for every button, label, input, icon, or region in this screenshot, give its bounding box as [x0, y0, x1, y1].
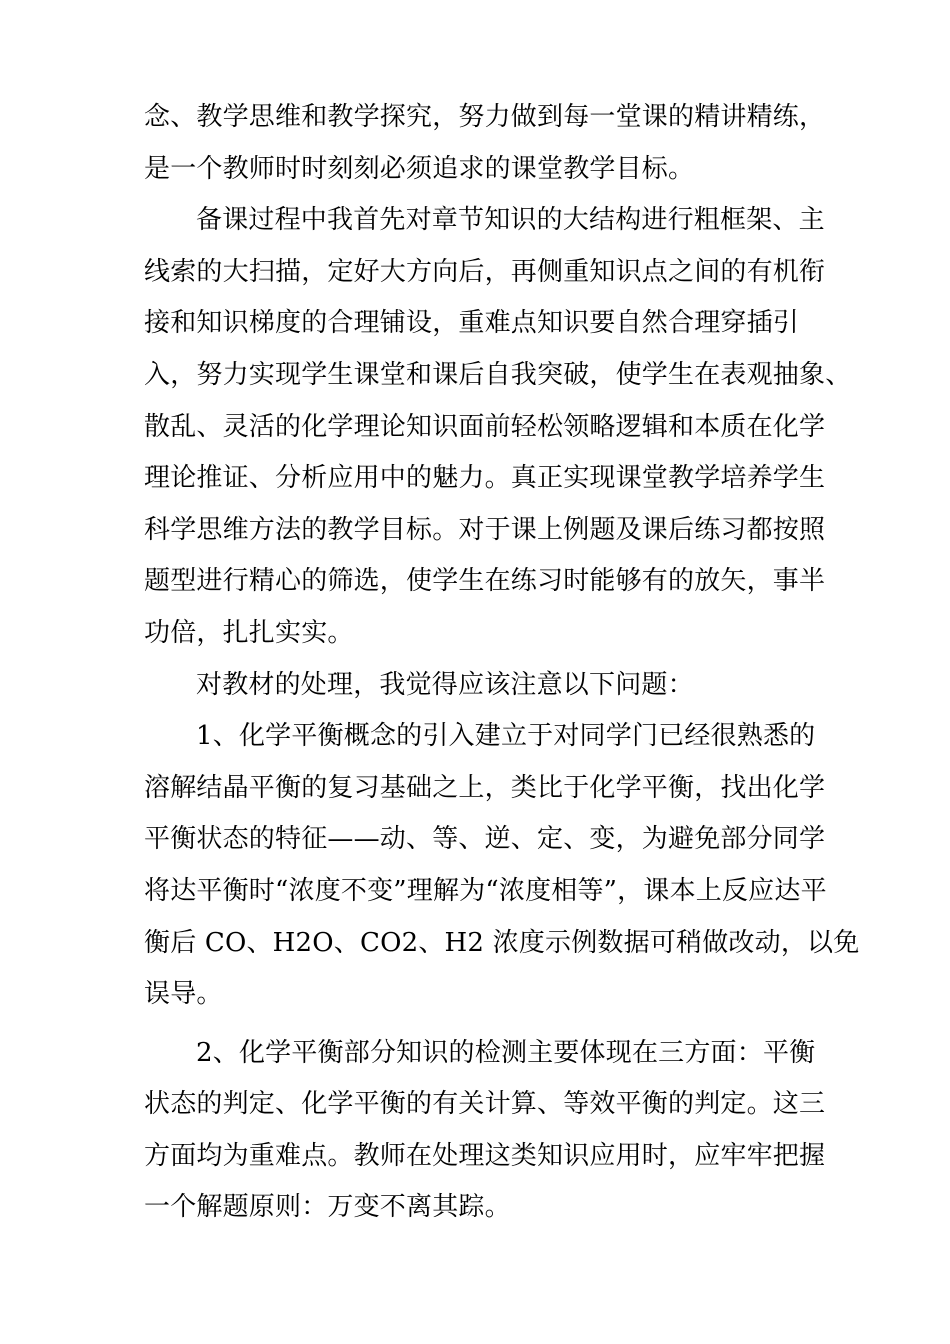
text-line: 方面均为重难点。教师在处理这类知识应用时，应牢牢把握	[144, 1140, 826, 1171]
text-line: 念、教学思维和教学探究，努力做到每一堂课的精讲精练，	[144, 102, 826, 132]
paragraph	[144, 1028, 826, 1234]
text-line: 理论推证、分析应用中的魅力。真正实现课堂教学培养学生	[144, 463, 826, 494]
paragraph-spacer	[144, 1021, 806, 1028]
text-line: 题型进行精心的筛选，使学生在练习时能够有的放矢，事半	[144, 566, 826, 597]
text-line: 线索的大扫描，定好大方向后，再侧重知识点之间的有机衔	[144, 256, 826, 287]
text-line: 散乱、灵活的化学理论知识面前轻松领略逻辑和本质在化学	[144, 411, 826, 442]
text-line: 平衡状态的特征——动、等、逆、定、变，为避免部分同学	[144, 824, 826, 855]
paragraph	[144, 195, 852, 659]
text-line: 是一个教师时时刻刻必须追求的课堂教学目标。	[144, 153, 695, 184]
paragraph	[144, 660, 806, 712]
text-line: 衡后 CO、H2O、CO2、H2 浓度示例数据可稍做改动，以免	[144, 927, 860, 958]
text-line: 1、化学平衡概念的引入建立于对同学门已经很熟悉的	[196, 721, 816, 752]
text-line: 接和知识梯度的合理铺设，重难点知识要自然合理穿插引	[144, 308, 800, 339]
paragraph	[144, 711, 860, 1021]
text-line: 功倍，扎扎实实。	[144, 617, 354, 648]
text-line: 将达平衡时“浓度不变”理解为“浓度相等”，课本上反应达平	[144, 875, 827, 906]
text-line: 溶解结晶平衡的复习基础之上，类比于化学平衡，找出化学	[144, 772, 826, 803]
text-line: 一个解题原则：万变不离其踪。	[144, 1192, 511, 1223]
text-line: 状态的判定、化学平衡的有关计算、等效平衡的判定。这三	[144, 1089, 826, 1120]
text-line: 备课过程中我首先对章节知识的大结构进行粗框架、主	[196, 205, 825, 236]
text-line: 科学思维方法的教学目标。对于课上例题及课后练习都按照	[144, 514, 826, 545]
text-line: 对教材的处理，我觉得应该注意以下问题：	[196, 669, 694, 700]
text-line: 2、化学平衡部分知识的检测主要体现在三方面：平衡	[196, 1037, 816, 1068]
paragraph	[144, 92, 826, 195]
text-line: 误导。	[144, 979, 223, 1010]
text-line: 入，努力实现学生课堂和课后自我突破，使学生在表观抽象、	[144, 359, 852, 390]
document-body	[144, 92, 860, 1234]
